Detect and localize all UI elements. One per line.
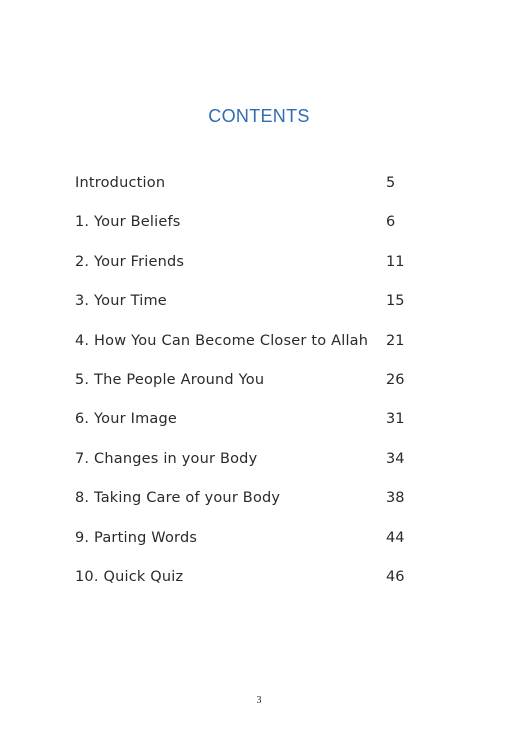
toc-entry xyxy=(75,172,415,211)
toc-entry-label: 7. Changes in your Body xyxy=(75,450,258,467)
toc-entry-page: 31 xyxy=(386,411,405,428)
page-number: 3 xyxy=(256,695,262,706)
toc-entry-label: 5. The People Around You xyxy=(75,371,265,388)
table-of-contents xyxy=(75,172,415,605)
toc-entry xyxy=(75,251,415,290)
toc-entry-page: 44 xyxy=(386,529,405,546)
toc-entry-label: 9. Parting Words xyxy=(75,529,198,546)
toc-entry-label: Introduction xyxy=(75,175,166,191)
toc-entry-label: 8. Taking Care of your Body xyxy=(75,490,281,507)
toc-entry-label: 4. How You Can Become Closer to Allah xyxy=(75,332,369,349)
toc-entry-label: 1. Your Beliefs xyxy=(75,214,181,231)
toc-entry-page: 21 xyxy=(386,332,405,349)
toc-entry xyxy=(75,408,415,447)
toc-entry-page: 11 xyxy=(386,253,405,270)
toc-entry-label: 6. Your Image xyxy=(75,411,178,428)
toc-entry xyxy=(75,369,415,408)
page-title: CONTENTS xyxy=(208,106,310,126)
toc-entry-label: 3. Your Time xyxy=(75,293,167,310)
toc-entry xyxy=(75,290,415,329)
toc-entry-page: 46 xyxy=(386,568,405,585)
toc-entry xyxy=(75,330,415,369)
toc-entry-page: 6 xyxy=(386,214,396,231)
toc-entry xyxy=(75,448,415,487)
toc-entry-page: 15 xyxy=(386,293,405,310)
toc-entry-page: 5 xyxy=(386,175,396,191)
toc-entry-page: 38 xyxy=(386,490,405,507)
toc-entry xyxy=(75,487,415,526)
toc-entry-page: 26 xyxy=(386,371,405,388)
toc-entry-label: 10. Quick Quiz xyxy=(75,568,184,585)
toc-entry xyxy=(75,566,415,605)
toc-entry-page: 34 xyxy=(386,450,405,467)
toc-entry xyxy=(75,211,415,250)
toc-entry-label: 2. Your Friends xyxy=(75,253,185,270)
toc-entry xyxy=(75,527,415,566)
